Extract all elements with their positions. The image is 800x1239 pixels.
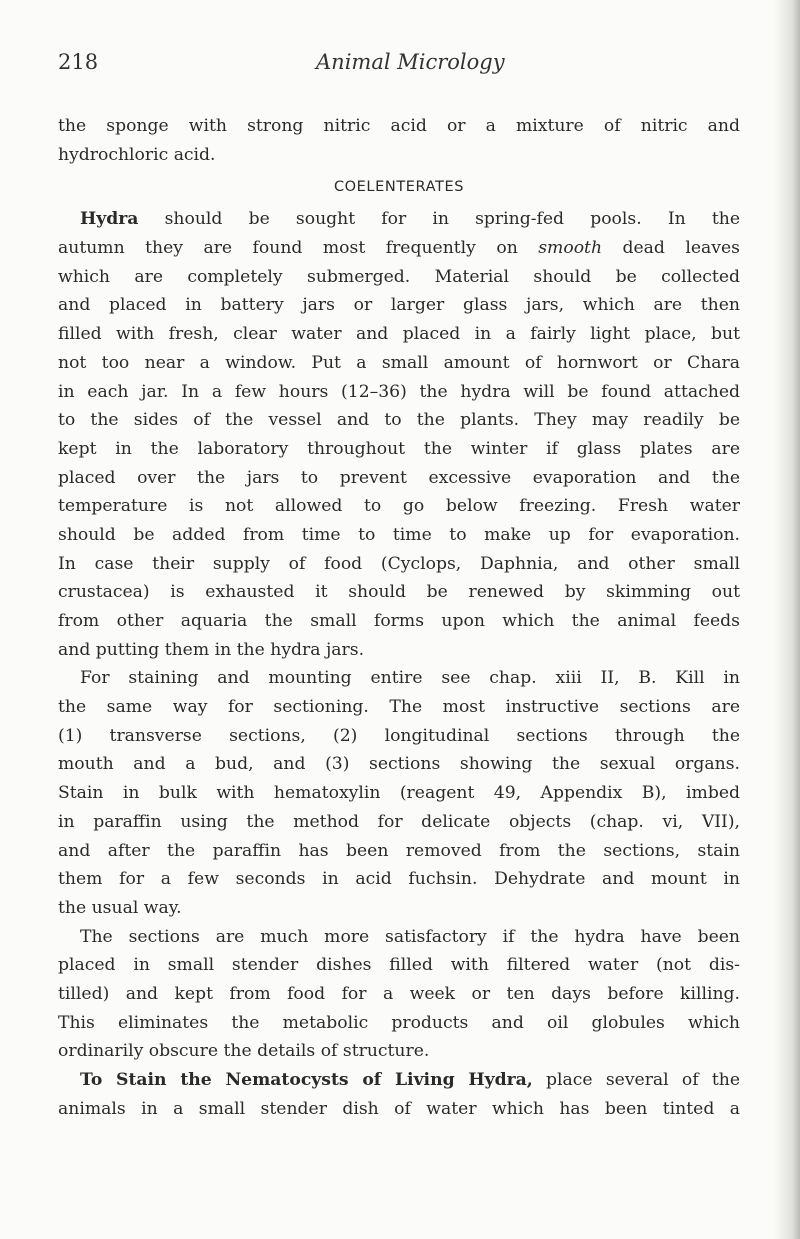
nematocyst-heading: To Stain the Nematocysts of Living Hydra, <box>80 1070 533 1090</box>
paragraph-line: placed in small stender dishes filled with filtered water (not dis- <box>58 955 740 976</box>
paragraph-line: the same way for sectioning. The most instructive sections are <box>58 697 740 718</box>
paragraph-line: not too near a window. Put a small amount of hornwort or Chara <box>58 352 740 373</box>
paragraph-line <box>58 205 740 234</box>
paragraph-line: temperature is not allowed to go below freezing. Fresh water <box>58 496 740 517</box>
paragraph-line: mouth and a bud, and (3) sections showing the sexual organs. <box>58 754 740 775</box>
paragraph-line: In case their supply of food (Cyclops, Daphnia, and other small <box>58 553 740 574</box>
paragraph-line: and after the paraffin has been removed from the sections, stain <box>58 840 740 861</box>
paragraph-line: in each jar. In a few hours (12–36) the hydra will be found attached <box>58 381 740 402</box>
emphasis-smooth: smooth <box>538 238 603 259</box>
paragraph-line: filled with fresh, clear water and placed in a fairly light place, but <box>58 324 740 345</box>
paragraph-line: Stain in bulk with hematoxylin (reagent 49, Appendix B), imbed <box>58 783 740 804</box>
paragraph-line: from other aquaria the small forms upon which the animal feeds <box>58 611 740 631</box>
paragraph-line: and putting them in the hydra jars. <box>58 639 365 660</box>
paragraph-line <box>58 234 740 263</box>
page-number: 218 <box>58 50 99 74</box>
paragraph-line: kept in the laboratory throughout the winter if glass plates are <box>58 438 740 459</box>
paragraph-line: in paraffin using the method for delicate objects (chap. vi, VII), <box>58 811 740 832</box>
section-heading: COELENTERATES <box>333 179 465 196</box>
intro-line: the sponge with strong nitric acid or a mixture of nitric and <box>58 116 740 136</box>
paragraph-line: placed over the jars to prevent excessive evaporation and the <box>58 467 740 488</box>
paragraph-text: should be sought for in spring-fed pools. In the <box>138 209 740 230</box>
paragraph-line: tilled) and kept from food for a week or ten days before killing. <box>58 983 740 1004</box>
running-title: Animal Micrology <box>316 50 505 74</box>
paragraph-line <box>58 1066 740 1095</box>
page-edge-shadow <box>774 0 800 1239</box>
paragraph-text: place several of the <box>532 1070 741 1090</box>
paragraph-line: to the sides of the vessel and to the plants. They may readily be <box>58 410 740 431</box>
paragraph-line: should be added from time to time to make up for evaporation. <box>58 524 740 545</box>
paragraph-line: and placed in battery jars or larger glass jars, which are then <box>58 295 740 316</box>
paragraph-line: This eliminates the metabolic products and oil globules which <box>58 1012 740 1033</box>
paragraph-line: The sections are much more satisfactory if the hydra have been <box>80 926 740 947</box>
page-header <box>0 50 800 90</box>
hydra-lead: Hydra <box>80 209 139 230</box>
intro-line: hydrochloric acid. <box>58 144 216 165</box>
paragraph-text: dead leaves <box>602 238 741 259</box>
paragraph-line: them for a few seconds in acid fuchsin. Dehydrate and mount in <box>58 869 740 890</box>
paragraph-line: For staining and mounting entire see chap. xiii II, B. Kill in <box>80 668 740 689</box>
paragraph-line: the usual way. <box>58 897 182 918</box>
page-body <box>58 112 740 1123</box>
paragraph-line: which are completely submerged. Material should be collected <box>58 266 740 287</box>
paragraph-text: autumn they are found most frequently on <box>58 238 539 259</box>
paragraph-line: animals in a small stender dish of water which has been tinted a <box>58 1098 740 1119</box>
paragraph-line: crustacea) is exhausted it should be renewed by skimming out <box>58 582 740 603</box>
paragraph-line: (1) transverse sections, (2) longitudinal sections through the <box>58 725 740 746</box>
paragraph-line: ordinarily obscure the details of structure. <box>58 1041 430 1062</box>
